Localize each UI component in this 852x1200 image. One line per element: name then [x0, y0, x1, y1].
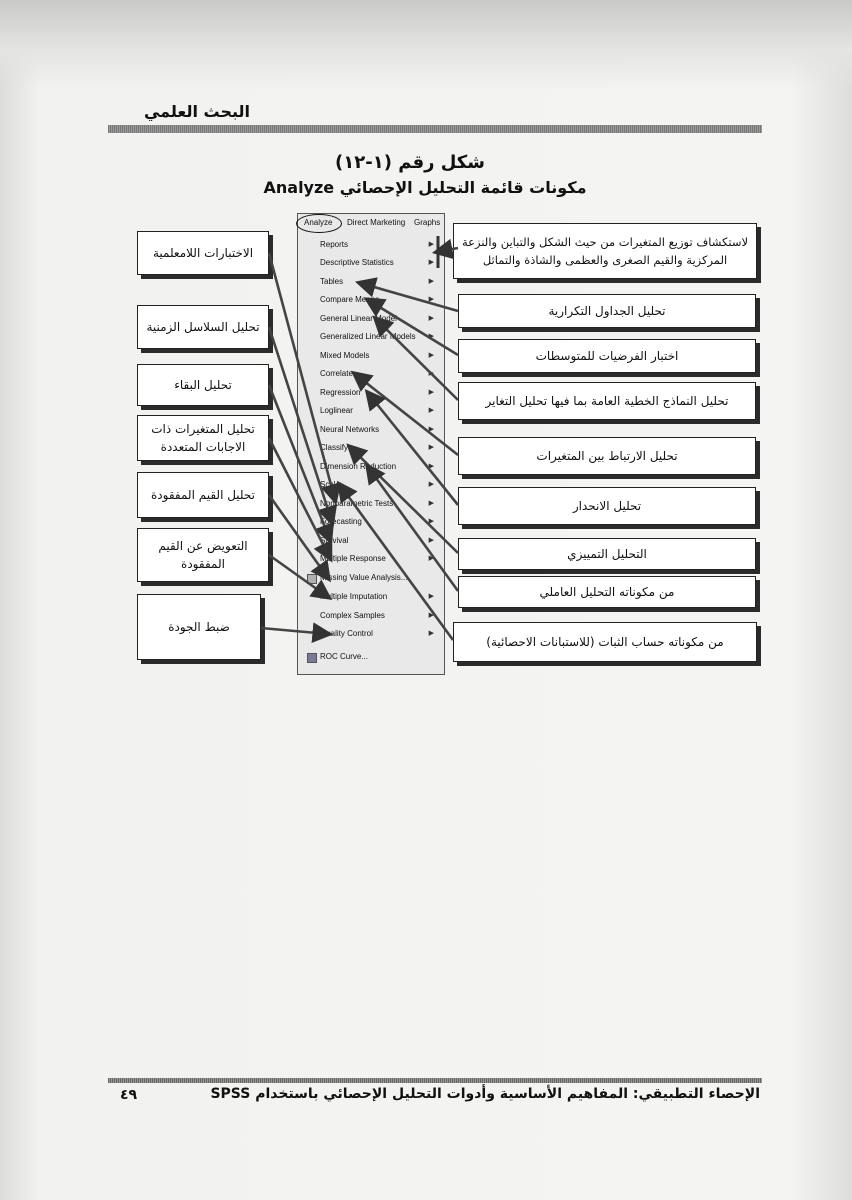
- arrow-regression: [368, 393, 458, 505]
- right-label-classify: التحليل التمييزي: [458, 538, 756, 570]
- menu-item-label: Survival: [320, 536, 349, 545]
- arrow-dimension-reduction: [368, 467, 458, 591]
- submenu-arrow-icon: ▶: [428, 481, 434, 488]
- menu-item-label: Complex Samples: [320, 611, 385, 620]
- arrow-nonparametric: [269, 253, 335, 500]
- menu-item-label: Generalized Linear Models: [320, 332, 416, 341]
- submenu-arrow-icon: ▶: [428, 389, 434, 396]
- right-label-correlate: تحليل الارتباط بين المتغيرات: [458, 437, 756, 475]
- menu-item-label: Nonparametric Tests: [320, 499, 394, 508]
- submenu-arrow-icon: ▶: [428, 315, 434, 322]
- right-label-scale: من مكوناته حساب الثبات (للاستبانات الاحصائية): [453, 622, 757, 662]
- right-label-descriptive: لاستكشاف توزيع المتغيرات من حيث الشكل والتباين والنزعة المركزية والقيم الصغرى والعظمى والشاذة والتماثل: [453, 223, 757, 279]
- arrow-classify: [350, 447, 458, 553]
- submenu-arrow-icon: ▶: [428, 500, 434, 507]
- figure-number: شكل رقم (١-١٢): [335, 152, 485, 173]
- menu-item-label: Forecasting: [320, 517, 362, 526]
- menu-item-label: Dimension Reduction: [320, 462, 397, 471]
- page-number: ٤٩: [120, 1087, 138, 1103]
- submenu-arrow-icon: ▶: [428, 296, 434, 303]
- left-label-time-series: تحليل السلاسل الزمنية: [137, 305, 269, 349]
- menu-item-label: Multiple Response: [320, 554, 386, 563]
- submenu-arrow-icon: ▶: [428, 537, 434, 544]
- arrow-descriptive: [437, 248, 458, 252]
- footer-rule: [108, 1078, 762, 1083]
- submenu-arrow-icon: ▶: [428, 259, 434, 266]
- menu-analyze[interactable]: Analyze: [304, 218, 333, 227]
- footer-title: الإحصاء التطبيقي: المفاهيم الأساسية وأدوات التحليل الإحصائي باستخدام SPSS: [210, 1086, 760, 1102]
- arrow-forecasting: [269, 327, 332, 522]
- menu-item-label: Mixed Models: [320, 351, 370, 360]
- left-label-quality-control: ضبط الجودة: [137, 594, 261, 660]
- submenu-arrow-icon: ▶: [428, 407, 434, 414]
- arrow-survival: [269, 385, 330, 540]
- left-label-missing-values: تحليل القيم المفقودة: [137, 472, 269, 518]
- menu-item-label: Correlate: [320, 369, 353, 378]
- submenu-arrow-icon: ▶: [428, 333, 434, 340]
- menu-item-label: Descriptive Statistics: [320, 258, 394, 267]
- submenu-arrow-icon: ▶: [428, 278, 434, 285]
- right-label-regression: تحليل الانحدار: [458, 487, 756, 525]
- left-label-survival: تحليل البقاء: [137, 364, 269, 406]
- menu-item-label: Reports: [320, 240, 349, 249]
- menu-graphs[interactable]: Graphs: [414, 218, 441, 227]
- submenu-arrow-icon: ▶: [428, 241, 434, 248]
- menu-direct-marketing[interactable]: Direct Marketing: [347, 218, 406, 227]
- submenu-arrow-icon: ▶: [428, 555, 434, 562]
- menu-item-label: Missing Value Analysis...: [320, 573, 408, 582]
- submenu-arrow-icon: ▶: [428, 630, 434, 637]
- submenu-arrow-icon: ▶: [428, 593, 434, 600]
- submenu-arrow-icon: ▶: [428, 426, 434, 433]
- submenu-arrow-icon: ▶: [428, 444, 434, 451]
- right-label-dimension-reduction: من مكوناته التحليل العاملي: [458, 576, 756, 608]
- arrow-tables: [360, 283, 458, 311]
- right-label-glm: تحليل النماذج الخطية العامة بما فيها تحليل التغاير: [458, 382, 756, 420]
- submenu-arrow-icon: ▶: [428, 370, 434, 377]
- submenu-arrow-icon: ▶: [428, 463, 434, 470]
- menu-item-label: Tables: [320, 277, 344, 286]
- running-header: البحث العلمي: [143, 102, 250, 121]
- menu-item-label: Scale: [320, 480, 341, 489]
- submenu-arrow-icon: ▶: [428, 352, 434, 359]
- menu-item-label: ROC Curve...: [320, 652, 369, 661]
- menu-item-label: Loglinear: [320, 406, 353, 415]
- menu-item-label: Multiple Imputation: [320, 592, 388, 601]
- arrow-imputation: [269, 555, 328, 597]
- left-label-nonparametric: الاختبارات اللامعلمية: [137, 231, 269, 275]
- left-label-multiple-response: تحليل المتغيرات ذات الاجابات المتعددة: [137, 415, 269, 461]
- left-label-imputation: التعويض عن القيم المفقودة: [137, 528, 269, 582]
- menu-item-label: Regression: [320, 388, 361, 397]
- menu-item-label: Quality Control: [320, 629, 373, 638]
- right-label-tables: تحليل الجداول التكرارية: [458, 294, 756, 328]
- submenu-arrow-icon: ▶: [428, 518, 434, 525]
- right-label-compare-means: اختبار الفرضيات للمتوسطات: [458, 339, 756, 373]
- menu-item-label: Neural Networks: [320, 425, 380, 434]
- arrow-quality-control: [261, 628, 328, 634]
- submenu-arrow-icon: ▶: [428, 612, 434, 619]
- figure-title: مكونات قائمة التحليل الإحصائي Analyze: [263, 178, 587, 197]
- menu-item-label: Classify: [320, 443, 349, 452]
- menu-item-label: Compare Means: [320, 295, 380, 304]
- menu-item-label: General Linear Model: [320, 314, 397, 323]
